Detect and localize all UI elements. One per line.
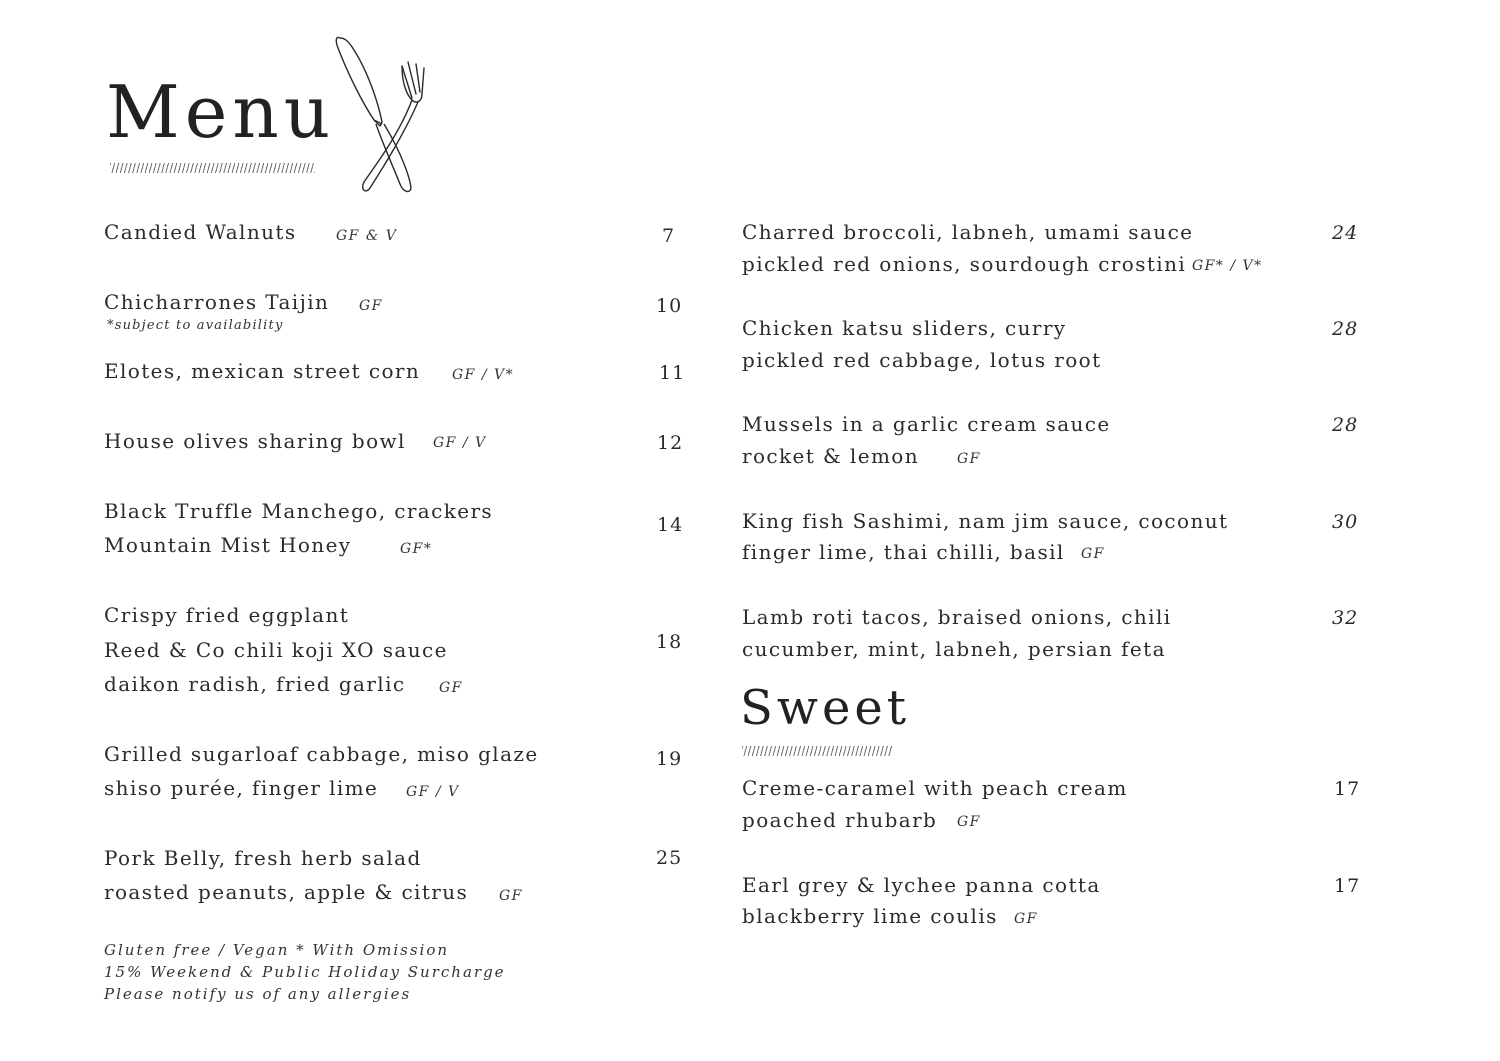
price: 19 xyxy=(656,748,683,770)
dish-name: Candied Walnuts xyxy=(104,220,297,244)
price: 32 xyxy=(1332,607,1359,629)
fork-icon xyxy=(363,62,424,191)
dish-name: Black Truffle Manchego, crackers xyxy=(104,499,494,523)
price: 7 xyxy=(662,225,676,247)
menu-title: Menu xyxy=(106,70,336,154)
dish-name: Mussels in a garlic cream sauce xyxy=(742,412,1111,436)
dish-name: cucumber, mint, labneh, persian feta xyxy=(742,637,1166,661)
footer-line: 15% Weekend & Public Holiday Surcharge xyxy=(104,963,506,981)
price: 11 xyxy=(659,362,686,384)
price: 24 xyxy=(1332,222,1359,244)
dish-name: Pork Belly, fresh herb salad xyxy=(104,846,422,870)
dish-name: Mountain Mist Honey xyxy=(104,533,352,557)
price: 28 xyxy=(1332,318,1359,340)
dish-name: roasted peanuts, apple & citrus xyxy=(104,880,469,904)
dietary-tag: GF xyxy=(1081,546,1105,562)
dish-name: Reed & Co chili koji XO sauce xyxy=(104,638,448,662)
price: 17 xyxy=(1334,778,1361,800)
knife-and-fork-icon xyxy=(330,32,440,202)
dietary-tag: GF & V xyxy=(336,228,398,244)
sweet-section-title: Sweet xyxy=(740,680,911,736)
footer-line: Please notify us of any allergies xyxy=(104,985,412,1003)
dish-name: finger lime, thai chilli, basil xyxy=(742,540,1065,564)
dish-name: Earl grey & lychee panna cotta xyxy=(742,873,1101,897)
footer-line: Gluten free / Vegan * With Omission xyxy=(104,941,450,959)
title-underline xyxy=(110,163,315,173)
price: 30 xyxy=(1332,511,1359,533)
availability-note: *subject to availability xyxy=(107,318,284,333)
price: 12 xyxy=(657,432,684,454)
price: 17 xyxy=(1334,875,1361,897)
dietary-tag: GF / V* xyxy=(452,367,515,383)
footer-notes xyxy=(104,939,506,1005)
sweet-title-underline xyxy=(742,746,892,756)
dish-name: Chicharrones Taijin xyxy=(104,290,330,314)
dietary-tag: GF / V xyxy=(433,435,487,451)
dietary-tag: GF xyxy=(359,298,383,314)
dish-name: Grilled sugarloaf cabbage, miso glaze xyxy=(104,742,539,766)
dietary-tag: GF xyxy=(957,814,981,830)
price: 25 xyxy=(656,847,683,869)
dish-name: rocket & lemon xyxy=(742,444,920,468)
dish-name: King fish Sashimi, nam jim sauce, coconut xyxy=(742,509,1229,533)
dish-name: pickled red cabbage, lotus root xyxy=(742,348,1102,372)
dietary-tag: GF xyxy=(439,680,463,696)
dish-name: Elotes, mexican street corn xyxy=(104,359,421,383)
price: 14 xyxy=(657,514,684,536)
price: 28 xyxy=(1332,414,1359,436)
dish-name: Lamb roti tacos, braised onions, chili xyxy=(742,605,1172,629)
dish-name: poached rhubarb xyxy=(742,808,938,832)
dish-name: Creme-caramel with peach cream xyxy=(742,776,1128,800)
dish-name: shiso purée, finger lime xyxy=(104,776,379,800)
dietary-tag: GF xyxy=(957,451,981,467)
dietary-tag: GF* / V* xyxy=(1192,258,1263,274)
price: 10 xyxy=(656,295,683,317)
dietary-tag: GF / V xyxy=(406,784,460,800)
dish-name: blackberry lime coulis xyxy=(742,904,998,928)
dish-name: Chicken katsu sliders, curry xyxy=(742,316,1067,340)
dietary-tag: GF xyxy=(499,888,523,904)
dish-name: pickled red onions, sourdough crostini xyxy=(742,252,1187,276)
dietary-tag: GF xyxy=(1014,911,1038,927)
dish-name: House olives sharing bowl xyxy=(104,429,406,453)
dish-name: daikon radish, fried garlic xyxy=(104,672,406,696)
price: 18 xyxy=(656,631,683,653)
dish-name: Charred broccoli, labneh, umami sauce xyxy=(742,220,1194,244)
dish-name: Crispy fried eggplant xyxy=(104,603,350,627)
dietary-tag: GF* xyxy=(400,541,433,557)
